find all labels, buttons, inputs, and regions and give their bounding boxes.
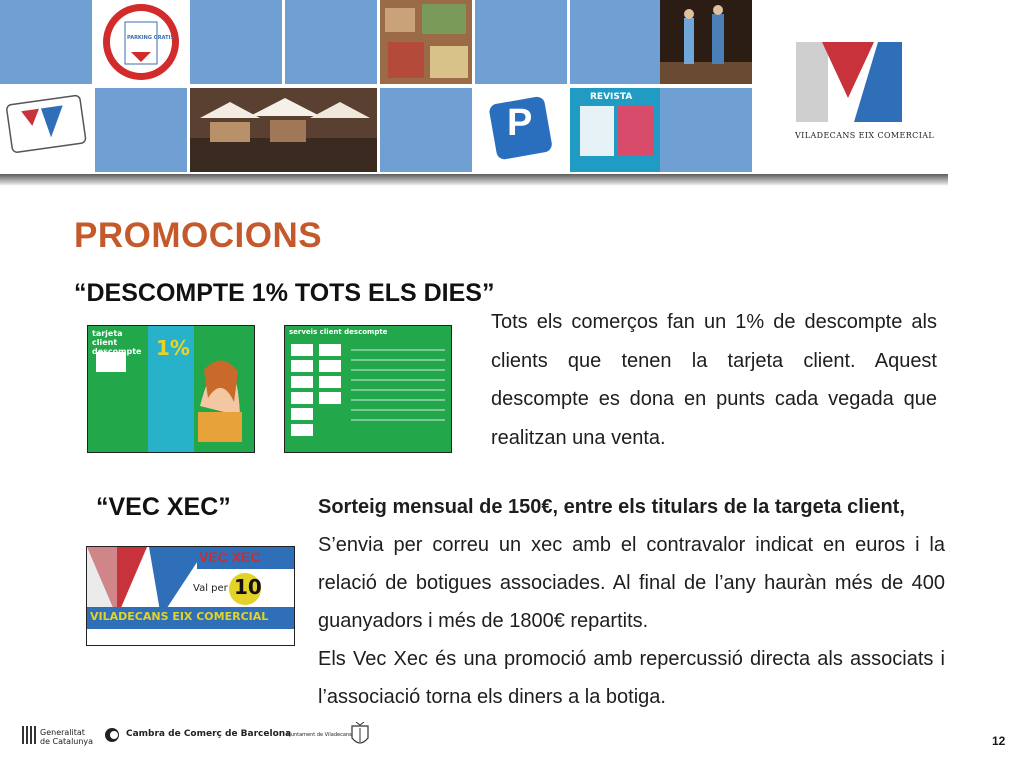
viladecans-logo xyxy=(770,0,948,174)
banner-tile xyxy=(475,0,567,84)
banner-tile xyxy=(285,0,377,84)
promo2-description xyxy=(318,488,945,716)
fashion-show-photo xyxy=(660,0,752,84)
badge-text: PARKING GRATIS xyxy=(127,35,174,41)
banner-tile xyxy=(190,0,282,84)
voucher-val: Val per xyxy=(193,583,228,594)
banner-tile xyxy=(95,88,187,172)
generalitat-line2: de Catalunya xyxy=(40,737,94,746)
magazine-text: REVISTA xyxy=(590,92,633,102)
promo1-flyer-left xyxy=(87,325,255,453)
voucher-title: VEC XEC xyxy=(199,549,261,565)
banner-tile xyxy=(380,88,472,172)
logo-caption: VILADECANS EIX COMERCIAL xyxy=(795,131,935,140)
market-stalls-photo xyxy=(190,88,377,172)
generalitat-line1: Generalitat xyxy=(40,728,85,737)
cambra-icon xyxy=(104,727,120,743)
banner-tile xyxy=(660,88,752,172)
cambra-text: Cambra de Comerç de Barcelona xyxy=(126,729,292,739)
promo2-body2: Els Vec Xec és una promoció amb repercussió directa als associats i l’associació torna els diners a la botiga. xyxy=(318,648,945,708)
banner-tile xyxy=(0,0,92,84)
promo2-lead: Sorteig mensual de 150€, entre els titulars de la targeta client, xyxy=(318,496,905,518)
generalitat-icon xyxy=(22,726,36,744)
promo2-body1: S’envia per correu un xec amb el contravalor indicat en euros i la relació de botigues associades. Al final de l’any hauràn més de 400 guanyadors i més de 1800€ repartits. xyxy=(318,534,945,632)
parking-letter: P xyxy=(507,102,533,144)
header-banner xyxy=(0,0,948,178)
banner-tile-parking xyxy=(475,88,567,172)
magazine-photo xyxy=(570,88,662,172)
promo1-description: Tots els comerços fan un 1% de descompte als clients que tenen la tarjeta client. Aquest descompte es dona en punts cada vegada que realitzan una venta. xyxy=(491,311,937,449)
ajuntament-text: Ajuntament de Viladecans xyxy=(286,732,352,738)
page-number: 12 xyxy=(992,734,1006,748)
promo1-heading: “DESCOMPTE 1% TOTS ELS DIES” xyxy=(74,279,495,307)
voucher-brand: VILADECANS EIX COMERCIAL xyxy=(90,610,269,623)
banner-tile-badge xyxy=(95,0,187,84)
flyer-left-text: tarjeta client descompte xyxy=(92,329,142,356)
banner-tile-card xyxy=(0,88,92,172)
promo2-heading: “VEC XEC” xyxy=(96,493,231,521)
promo1-flyer-right xyxy=(284,325,452,453)
ajuntament-shield-icon xyxy=(350,722,370,748)
parking-badge-icon xyxy=(95,0,187,84)
vec-xec-voucher xyxy=(86,546,295,646)
banner-divider xyxy=(0,174,948,186)
shop-photo xyxy=(380,0,472,84)
banner-tile xyxy=(570,0,662,84)
flyer-right-text: serveis client descompte xyxy=(289,328,388,336)
page-title: PROMOCIONS xyxy=(74,216,323,255)
logo-v-icon xyxy=(770,0,948,130)
voucher-amount: 10 xyxy=(234,575,262,599)
client-card-icon xyxy=(0,88,92,172)
flyer-left-percent: 1% xyxy=(156,336,190,360)
